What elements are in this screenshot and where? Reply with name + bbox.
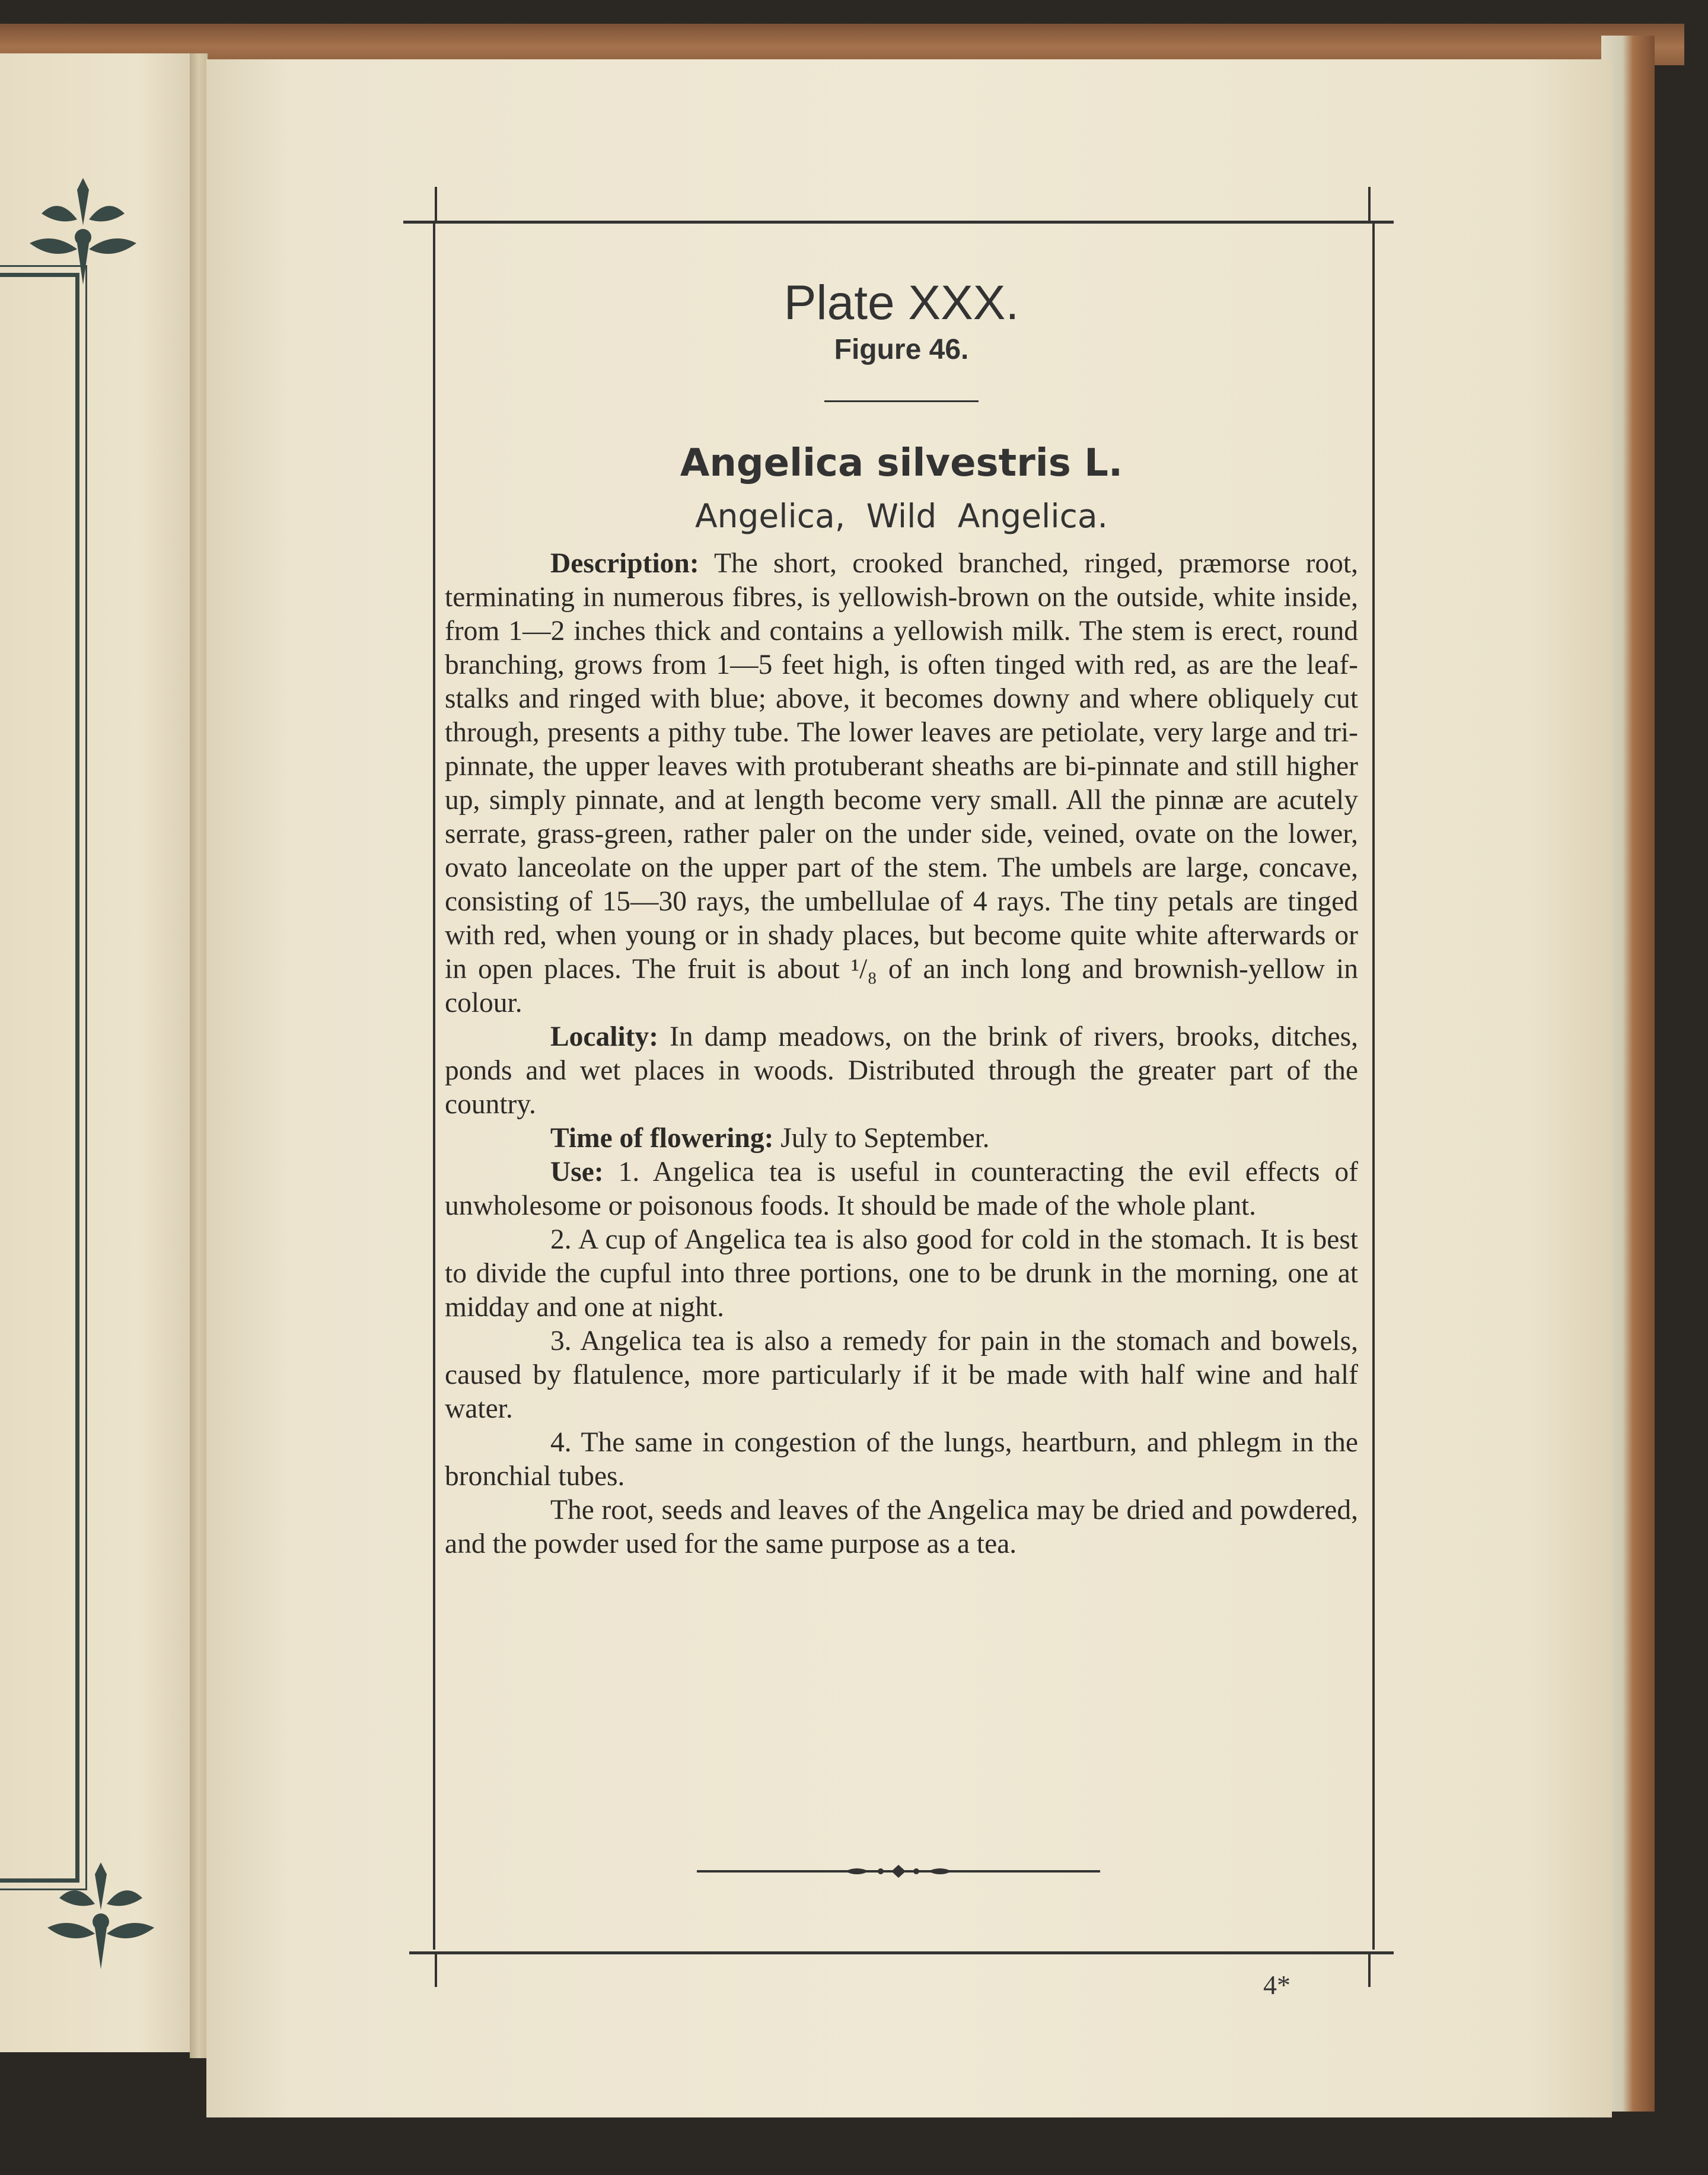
use-paragraph-4: 4. The same in congestion of the lungs, heartburn, and phlegm in the bronchial tubes.	[445, 1427, 1358, 1492]
body-text	[445, 547, 1358, 1561]
locality-paragraph	[445, 1020, 1358, 1122]
facing-page-border	[0, 273, 79, 1883]
end-ornament-icon	[697, 1862, 1100, 1880]
frame-bottom-rule	[409, 1951, 1394, 1954]
use-label: Use:	[550, 1157, 604, 1188]
closing-paragraph: The root, seeds and leaves of the Angelica may be dried and powdered, and the powder used for the same purpose as a tea.	[445, 1495, 1358, 1560]
article	[445, 267, 1358, 1561]
facing-page-left	[0, 53, 196, 2052]
flowering-paragraph	[445, 1122, 1358, 1155]
book-gutter	[190, 53, 208, 2058]
plate-title: Plate XXX.	[783, 276, 1019, 330]
frame-tick-bottom-right	[1368, 1954, 1371, 1987]
species-common-names: Angelica, Wild Angelica.	[694, 497, 1108, 536]
locality-label: Locality:	[550, 1021, 659, 1053]
fleuron-bottom-icon	[36, 1856, 166, 1975]
use-paragraph-2: 2. A cup of Angelica tea is also good for cold in the stomach. It is best to divide the cupful into three portions, one to be drunk in the morning, one at midday and one at night.	[445, 1224, 1358, 1323]
flowering-text: July to September.	[773, 1123, 990, 1154]
page-number: 4*	[1263, 1970, 1290, 2000]
title-divider	[824, 400, 979, 402]
description-label: Description:	[550, 548, 699, 579]
use-paragraph-1	[445, 1155, 1358, 1223]
use-paragraph-3: 3. Angelica tea is also a remedy for pain in the stomach and bowels, caused by flatulence, more particularly if it be made with half wine and half water.	[445, 1326, 1358, 1425]
figure-label: Figure 46.	[834, 334, 969, 366]
description-paragraph	[445, 547, 1358, 1020]
description-text: The short, crooked branched, ringed, præmorse root, terminating in numerous fibres, is yellowish-brown on the outside, white inside, from 1—2 inches thick and contains a yellowish milk. The stem is erect, round branching, grows from 1—5 feet high, is often tinged with red, as are the leaf-stalks and ringed with blue; above, it becomes downy and where obliquely cut through, presents a pithy tube. The lower leaves are petiolate, very large and tri-pinnate, the upper leaves with protuberant sheaths are bi-pinnate and still higher up, simply pinnate, and at length become very small. All the pinnæ are acutely serrate, grass-green, rather paler on the under side, veined, ovate on the lower, ovato lanceolate on the upper part of the stem. The umbels are large, concave, consisting of 15—30 rays, the umbellulae of 4 rays. The tiny petals are tinged with red, when young or in shady places, but become quite white afterwards or in open places. The fruit is about ¹/₈ of an inch long and brownish-yellow in colour.	[445, 548, 1358, 1019]
frame-tick-top-right	[1368, 187, 1371, 221]
fleuron-top-icon	[18, 172, 148, 291]
use-item-1: 1. Angelica tea is useful in counteracting the evil effects of unwholesome or poisonous foods. It should be made of the whole plant.	[445, 1157, 1358, 1222]
flowering-label: Time of flowering:	[550, 1123, 774, 1154]
species-latin-name: Angelica silvestris L.	[680, 441, 1123, 486]
locality-text: In damp meadows, on the brink of rivers, brooks, ditches, ponds and wet places in woods. Distributed through the greater part of the country.	[445, 1021, 1358, 1120]
frame-tick-top-left	[435, 187, 437, 221]
frame-tick-bottom-left	[435, 1954, 437, 1987]
